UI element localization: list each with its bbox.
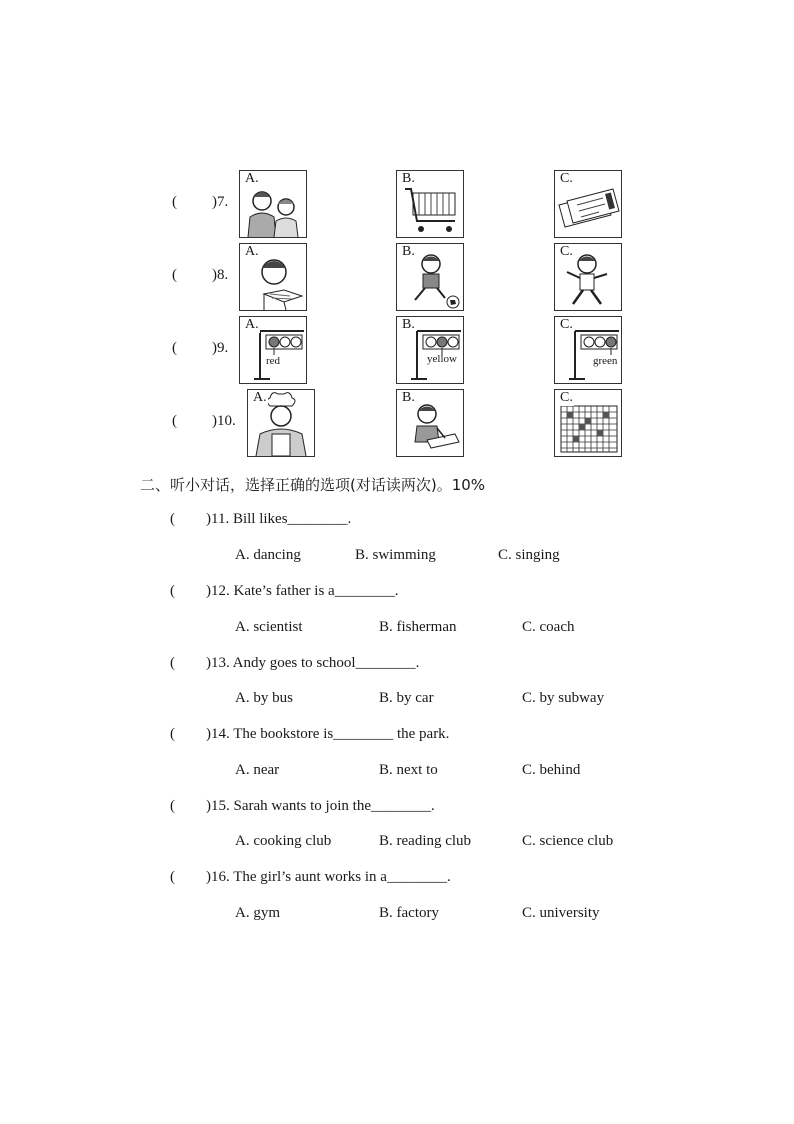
option-a[interactable]: A. cooking club [235, 833, 332, 849]
answer-paren-open[interactable]: ( [170, 655, 175, 671]
option-letter: B. [402, 244, 415, 259]
option-a[interactable]: A. scientist [235, 619, 303, 635]
option-a-picture[interactable] [239, 316, 307, 384]
option-c-picture[interactable] [554, 316, 622, 384]
option-c-picture[interactable] [554, 170, 622, 238]
question-number: )9. [212, 340, 229, 356]
answer-paren-open[interactable]: ( [170, 583, 175, 599]
option-b[interactable]: B. reading club [379, 833, 472, 849]
option-letter: B. [402, 390, 415, 405]
option-b-picture[interactable] [396, 243, 464, 311]
question-8-row [0, 241, 794, 311]
answer-paren-open[interactable]: ( [170, 511, 175, 527]
option-letter: B. [402, 171, 415, 186]
answer-paren-open[interactable]: ( [170, 726, 175, 742]
option-letter: B. [402, 317, 415, 332]
option-letter: A. [253, 390, 267, 405]
option-b[interactable]: B. swimming [355, 547, 436, 563]
option-letter: A. [245, 317, 259, 332]
option-letter: A. [245, 171, 259, 186]
light-label: green [593, 355, 618, 367]
option-c[interactable]: C. singing [498, 547, 560, 563]
question-text: )15. Sarah wants to join the________. [206, 798, 435, 814]
option-b-picture[interactable] [396, 389, 464, 457]
question-number: )7. [212, 194, 229, 210]
question-number: )8. [212, 267, 229, 283]
light-label: red [266, 355, 281, 367]
option-letter: C. [560, 244, 573, 259]
option-letter: C. [560, 317, 573, 332]
question-text: )12. Kate’s father is a________. [206, 583, 399, 599]
option-a-picture[interactable] [247, 389, 315, 457]
option-a-picture[interactable] [239, 243, 307, 311]
option-b[interactable]: B. by car [379, 690, 434, 706]
question-10-row [0, 387, 794, 457]
answer-paren-open[interactable]: ( [172, 413, 177, 429]
option-letter: C. [560, 171, 573, 186]
question-text: )11. Bill likes________. [206, 511, 352, 527]
option-letter: C. [560, 390, 573, 405]
answer-paren-open[interactable]: ( [172, 340, 177, 356]
answer-paren-open[interactable]: ( [170, 798, 175, 814]
option-a[interactable]: A. by bus [235, 690, 293, 706]
option-c-picture[interactable] [554, 243, 622, 311]
option-b[interactable]: B. next to [379, 762, 438, 778]
question-text: )13. Andy goes to school________. [206, 655, 420, 671]
question-text: )16. The girl’s aunt works in a________. [206, 869, 451, 885]
answer-paren-open[interactable]: ( [172, 194, 177, 210]
option-a[interactable]: A. dancing [235, 547, 301, 563]
option-c[interactable]: C. science club [522, 833, 614, 849]
question-7-row [0, 168, 794, 238]
question-number: )10. [212, 413, 236, 429]
option-c-picture[interactable] [554, 389, 622, 457]
option-b-picture[interactable] [396, 170, 464, 238]
question-text: )14. The bookstore is________ the park. [206, 726, 450, 742]
option-c[interactable]: C. behind [522, 762, 581, 778]
option-a[interactable]: A. near [235, 762, 280, 778]
light-label: yellow [427, 353, 457, 365]
option-letter: A. [245, 244, 259, 259]
option-b-picture[interactable] [396, 316, 464, 384]
answer-paren-open[interactable]: ( [172, 267, 177, 283]
answer-paren-open[interactable]: ( [170, 869, 175, 885]
option-a-picture[interactable] [239, 170, 307, 238]
section-title: 二、听小对话，选择正确的选项(对话读两次)。10% [140, 476, 486, 494]
option-c[interactable]: C. coach [522, 619, 575, 635]
option-a[interactable]: A. gym [235, 905, 280, 921]
question-9-row [0, 314, 794, 384]
option-b[interactable]: B. factory [379, 905, 439, 921]
option-c[interactable]: C. by subway [522, 690, 605, 706]
option-b[interactable]: B. fisherman [379, 619, 457, 635]
option-c[interactable]: C. university [522, 905, 600, 921]
